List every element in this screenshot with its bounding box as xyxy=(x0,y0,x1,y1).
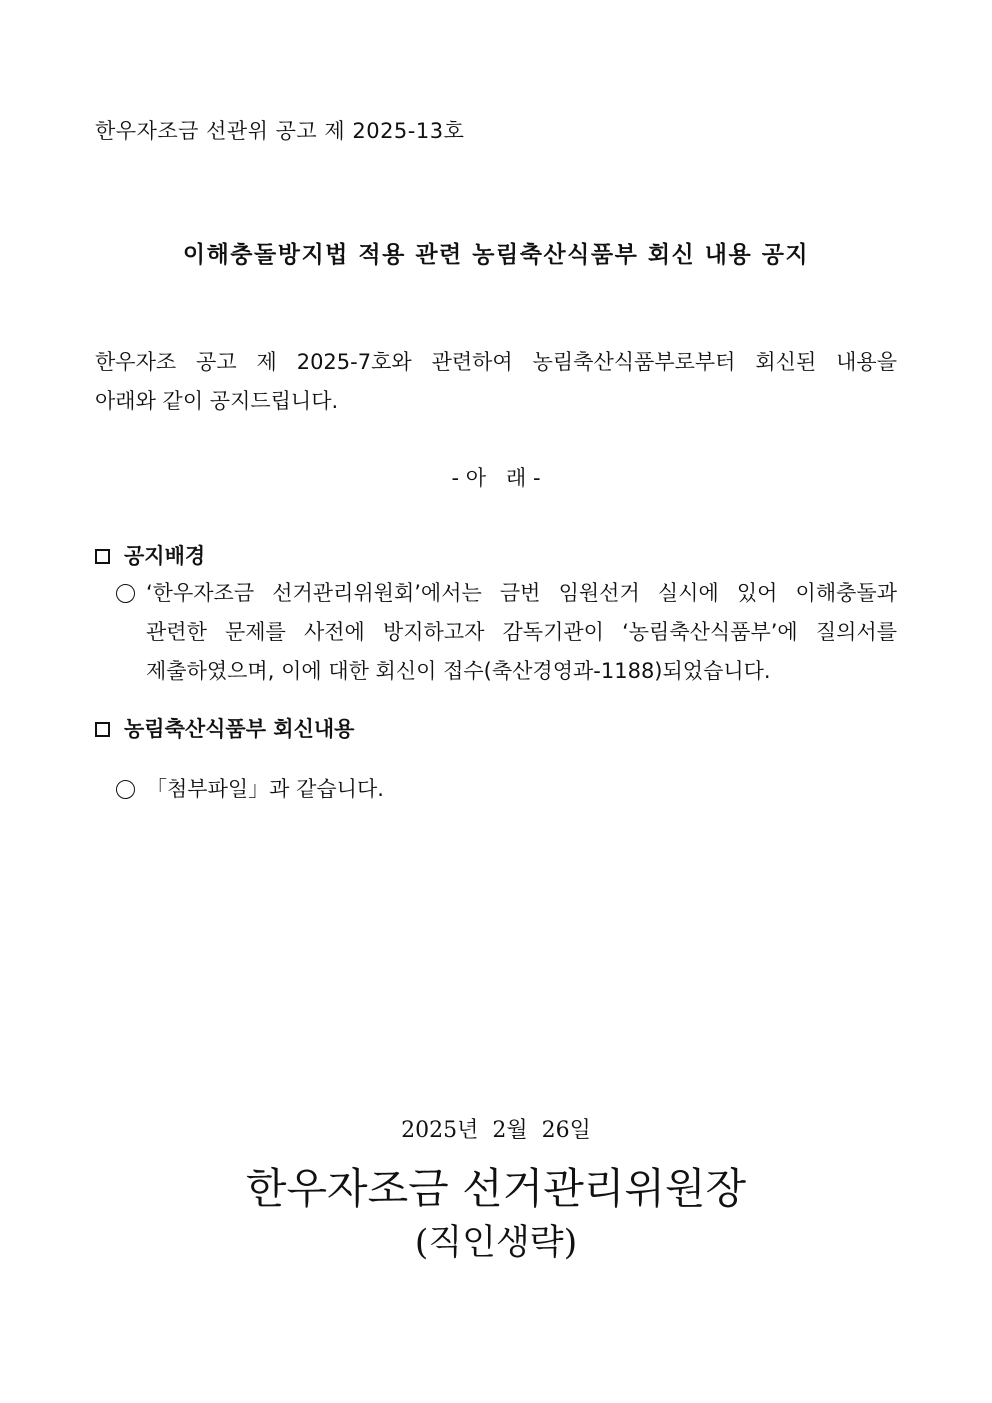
section-heading-reply xyxy=(95,713,354,743)
signer-title: 한우자조금 선거관리위원장 xyxy=(245,1164,747,1213)
bullet-line-2: 관련한 문제를 사전에 방지하고자 감독기관이 ‘농림축산식품부’에 질의서를 xyxy=(146,620,897,644)
document-title: 이해충돌방지법 적용 관련 농림축산식품부 회신 내용 공지 xyxy=(182,242,810,268)
below-marker: - 아 래 - xyxy=(451,466,541,490)
circle-outline-icon xyxy=(116,584,135,603)
notice-number: 한우자조금 선관위 공고 제 2025-13호 xyxy=(95,119,465,143)
circle-outline-icon xyxy=(116,780,135,799)
section-heading-label: 공지배경 xyxy=(124,544,206,568)
intro-line-2: 아래와 같이 공지드립니다. xyxy=(95,389,339,413)
intro-line-1: 한우자조 공고 제 2025-7호와 관련하여 농림축산식품부로부터 회신된 내용을 xyxy=(95,350,897,374)
issue-date: 2025년 2월 26일 xyxy=(401,1118,591,1143)
bullet-line-3: 제출하였으며, 이에 대한 회신이 접수(축산경영과-1188)되었습니다. xyxy=(146,659,771,683)
section-heading-label: 농림축산식품부 회신내용 xyxy=(124,717,355,741)
bullet-line-1: ‘한우자조금 선거관리위원회’에서는 금번 임원선거 실시에 있어 이해충돌과 xyxy=(146,581,897,605)
seal-omitted-note: (직인생략) xyxy=(414,1223,578,1263)
intro-paragraph xyxy=(95,343,897,421)
square-outline-icon xyxy=(95,549,110,564)
square-outline-icon xyxy=(95,722,110,737)
section-heading-background xyxy=(95,540,205,570)
bullet-text xyxy=(146,574,897,691)
bullet-text: 「첨부파일」과 같습니다. xyxy=(146,777,384,801)
